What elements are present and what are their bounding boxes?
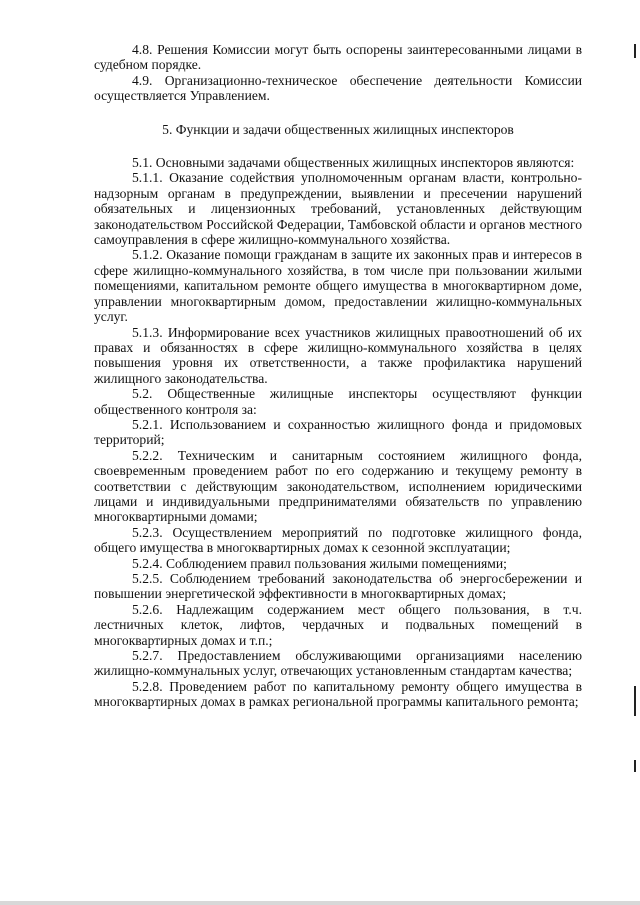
paragraph-5-1-3: 5.1.3. Информирование всех участников жилищных правоотношений об их правах и обязанностях в сфере жилищно-коммунального хозяйства в целях повышения уровня их ответственности, а также профилактика нарушений жилищного законодательства.: [94, 324, 582, 386]
paragraph-5-2: 5.2. Общественные жилищные инспекторы осуществляют функции общественного контроля за:: [94, 386, 582, 417]
paragraph-4-9: 4.9. Организационно-техническое обеспечение деятельности Комиссии осуществляется Управлением.: [94, 72, 582, 104]
paragraph-4-8: 4.8. Решения Комиссии могут быть оспорены заинтересованными лицами в судебном порядке.: [94, 42, 582, 73]
scan-bottom-edge: [0, 901, 640, 905]
paragraph-5-2-1: 5.2.1. Использованием и сохранностью жилищного фонда и придомовых территорий;: [94, 416, 582, 448]
paragraph-5-1-2: 5.1.2. Оказание помощи гражданам в защите их законных прав и интересов в сфере жилищно-коммунального хозяйства, в том числе при пользовании жилыми помещениями, капитальном ремонте общего имущества в многоквартирном доме, управлении многоквартирным домом, предоставлении жилищно-коммунальных услуг.: [94, 247, 582, 325]
paragraph-5-2-2: 5.2.2. Техническим и санитарным состоянием жилищного фонда, своевременным проведением работ по его содержанию и текущему ремонту в соответствии с действующим законодательством, исполнением юридическими лицами и индивидуальными предпринимателями обязательств по управлению многоквартирными домами;: [94, 447, 582, 525]
section-5-heading: 5. Функции и задачи общественных жилищных инспекторов: [162, 121, 514, 137]
paragraph-5-2-6: 5.2.6. Надлежащим содержанием мест общего пользования, в т.ч. лестничных клеток, лифтов, чердачных и подвальных помещений в многоквартирных домах и т.п.;: [94, 601, 582, 648]
paragraph-5-2-5: 5.2.5. Соблюдением требований законодательства об энергосбережении и повышении энергетической эффективности в многоквартирных домах;: [94, 571, 582, 602]
document-body: [94, 42, 582, 710]
scan-edge-mark-lower: [634, 760, 636, 772]
scan-edge-mark-top: [634, 44, 636, 58]
paragraph-5-2-4: 5.2.4. Соблюдением правил пользования жилыми помещениями;: [132, 555, 507, 571]
paragraph-5-2-3: 5.2.3. Осуществлением мероприятий по подготовке жилищного фонда, общего имущества в многоквартирных домах к сезонной эксплуатации;: [94, 524, 582, 556]
scan-edge-mark-middle: [634, 686, 636, 716]
paragraph-5-1-1: 5.1.1. Оказание содействия уполномоченным органам власти, контрольно-надзорным органам в предупреждении, выявлении и пресечении нарушений обязательных и лицензионных требований, установленных действующим законодательством Российской Федерации, Тамбовской области и органов местного самоуправления в сфере жилищно-коммунального хозяйства.: [94, 170, 582, 248]
paragraph-5-2-7: 5.2.7. Предоставлением обслуживающими организациями населению жилищно-коммунальных услуг, отвечающих установленным стандартам качества;: [94, 648, 582, 679]
paragraph-5-1: 5.1. Основными задачами общественных жилищных инспекторов являются:: [132, 155, 575, 171]
paragraph-5-2-8: 5.2.8. Проведением работ по капитальному ремонту общего имущества в многоквартирных домах в рамках региональной программы капитального ремонта;: [94, 678, 582, 710]
